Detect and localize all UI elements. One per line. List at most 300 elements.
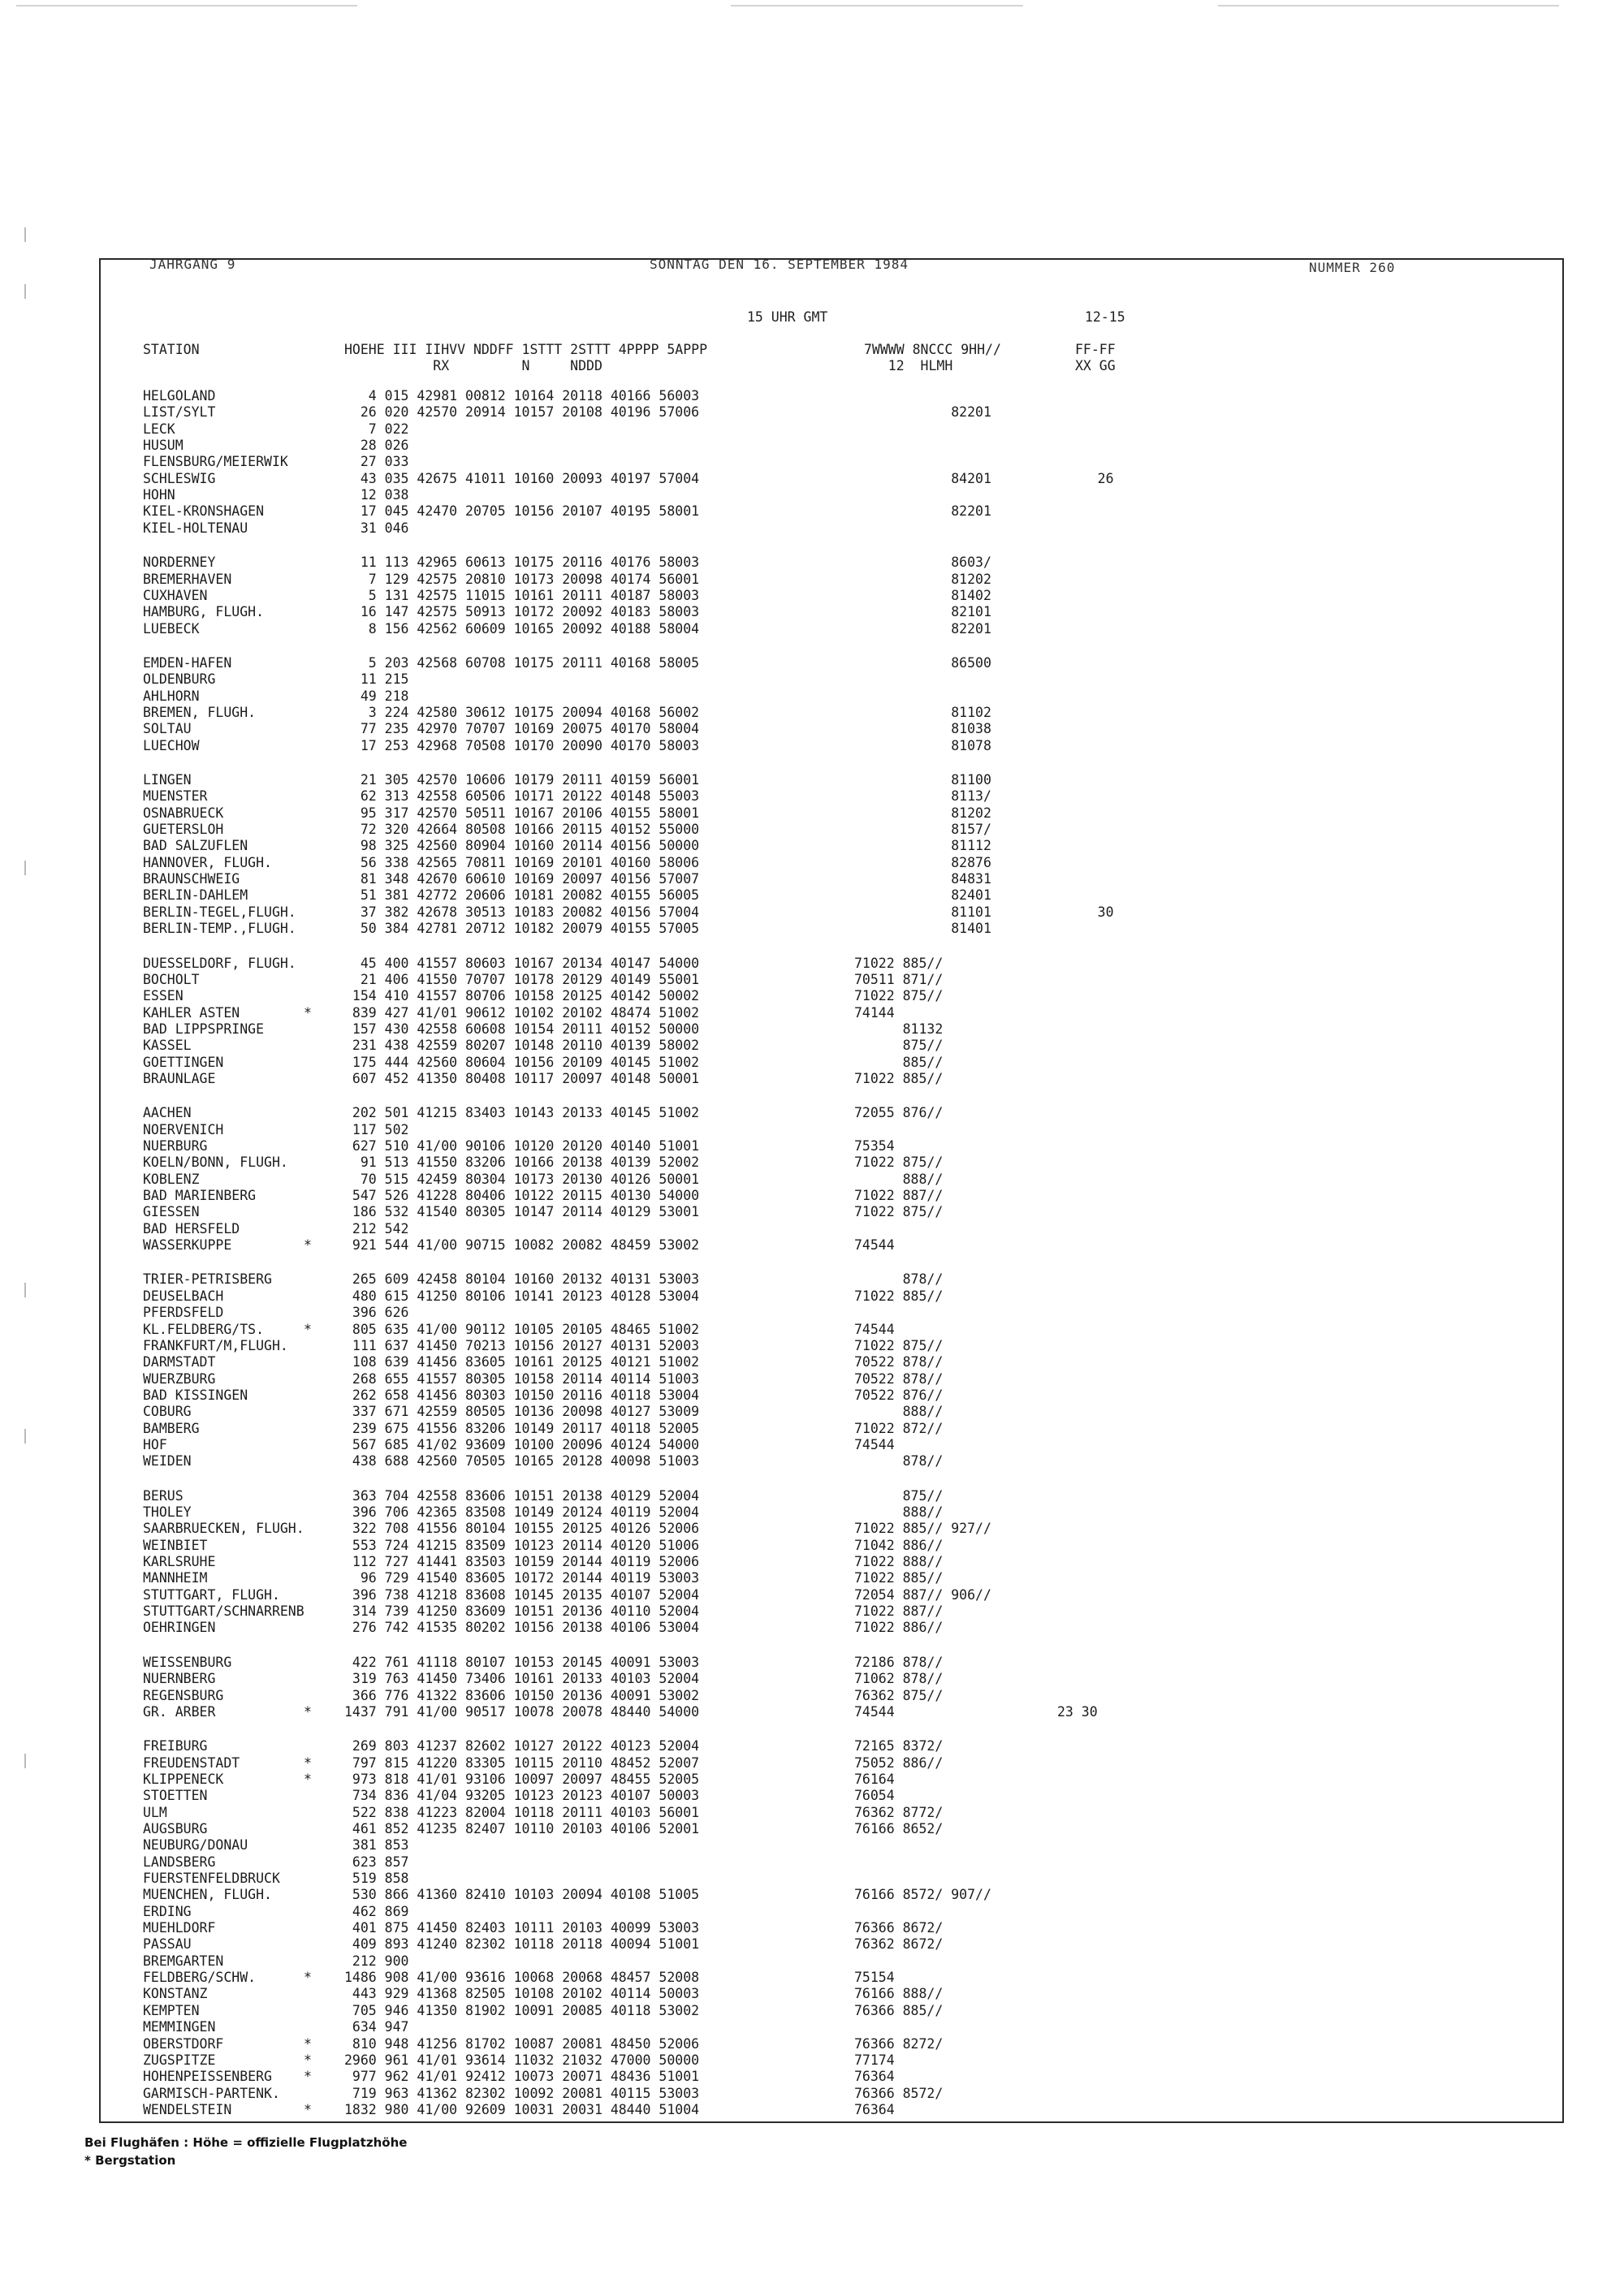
station-row [0,921,1624,937]
station-row [0,772,1624,788]
station-name: MEMMINGEN [143,2019,216,2035]
station-row [0,688,1624,705]
station-row [0,1570,1624,1586]
station-row [0,1105,1624,1121]
station-name: KOELN/BONN, FLUGH. [143,1154,288,1171]
weather-codes: 74544 [854,1321,895,1337]
station-name: KONSTANZ [143,1986,208,2002]
station-name: KARLSRUHE [143,1554,216,1570]
weather-codes: 878// [854,1453,944,1470]
station-row [0,1371,1624,1388]
station-row [0,1288,1624,1305]
station-codes: 810 948 41256 81702 10087 20081 48450 52006 [344,2035,700,2052]
weather-codes: 8157/ [854,822,991,838]
weather-codes: 71042 886// [854,1537,944,1553]
station-name: AUGSBURG [143,1820,208,1836]
station-codes: 157 430 42558 60608 10154 20111 40152 50000 [344,1021,700,1037]
station-row [0,805,1624,822]
station-row [0,2019,1624,2035]
station-row [0,1772,1624,1788]
weather-codes: 82201 [854,620,991,637]
station-codes: 11 113 42965 60613 10175 20116 40176 58003 [344,555,700,571]
station-name: NEUBURG/DONAU [143,1837,248,1854]
weather-codes: 71022 887// [854,1603,944,1620]
weather-codes: 888// [854,1504,944,1520]
weather-codes: 76364 [854,2069,895,2085]
station-row [0,1453,1624,1470]
station-row [0,572,1624,588]
station-row [0,1738,1624,1754]
station-row [0,1138,1624,1154]
station-row [0,1421,1624,1437]
station-codes: 175 444 42560 80604 10156 20109 40145 51002 [344,1054,700,1070]
station-name: LIST/SYLT [143,404,216,421]
station-row [0,705,1624,721]
time-label: 15 UHR GMT [747,309,828,325]
station-codes: 212 542 [344,1220,409,1236]
weather-codes: 72055 876// [854,1105,944,1121]
station-codes: 17 253 42968 70508 10170 20090 40170 58003 [344,737,700,753]
station-name: KEMPTEN [143,2002,200,2018]
station-row [0,1005,1624,1021]
station-name: BAD SALZUFLEN [143,838,248,854]
station-codes: 1486 908 41/00 93616 10068 20068 48457 52008 [344,1970,700,1986]
station-row [0,1354,1624,1370]
station-row [0,1538,1624,1554]
station-codes: 422 761 41118 80107 10153 20145 40091 53003 [344,1654,700,1670]
station-name: KIEL-KRONSHAGEN [143,503,265,520]
weather-codes: 76362 8672/ [854,1936,944,1953]
footnote-mountain: * Bergstation [84,2153,176,2168]
wind-gust: 23 30 [1057,1703,1098,1720]
station-codes: 43 035 42675 41011 10160 20093 40197 57004 [344,470,700,486]
weather-codes: 81202 [854,571,991,587]
weather-codes: 71022 885// [854,1570,944,1586]
station-row [0,1755,1624,1772]
station-row [0,421,1624,438]
station-row [0,621,1624,637]
station-name: TRIER-PETRISBERG [143,1271,272,1288]
station-row [0,1655,1624,1671]
station-name: BOCHOLT [143,971,200,987]
station-name: BAD KISSINGEN [143,1387,248,1403]
station-row [0,1587,1624,1603]
weather-codes: 77174 [854,2052,895,2068]
station-codes: 50 384 42781 20712 10182 20079 40155 57005 [344,921,700,937]
station-name: FRANKFURT/M,FLUGH. [143,1337,288,1353]
station-row [0,1970,1624,1986]
station-row [0,503,1624,520]
station-row [0,2069,1624,2085]
mountain-station-marker: * [304,1004,312,1021]
station-name: BRAUNLAGE [143,1070,216,1086]
mountain-station-marker: * [304,1754,312,1771]
weather-codes: 71022 872// [854,1420,944,1436]
station-codes: 5 131 42575 11015 10161 20111 40187 58003 [344,587,700,603]
station-name: SOLTAU [143,721,192,737]
station-row [0,1055,1624,1071]
station-codes: 70 515 42459 80304 10173 20130 40126 50001 [344,1171,700,1187]
station-row [0,972,1624,988]
station-row [0,1305,1624,1321]
station-codes: 438 688 42560 70505 10165 20128 40098 51003 [344,1453,700,1470]
station-name: SCHLESWIG [143,470,216,486]
station-row [0,1704,1624,1720]
codes-column-subheader: RX N NDDD [344,358,603,373]
station-name: HAMBURG, FLUGH. [143,604,265,620]
station-codes: 8 156 42562 60609 10165 20092 40188 58004 [344,620,700,637]
station-name: REGENSBURG [143,1687,224,1703]
weather-codes: 76366 885// [854,2002,944,2018]
station-row [0,822,1624,838]
station-name: AACHEN [143,1105,192,1121]
station-row [0,988,1624,1004]
station-row [0,1953,1624,1970]
mountain-station-marker: * [304,2035,312,2052]
weather-codes: 75354 [854,1138,895,1154]
station-codes: 337 671 42559 80505 10136 20098 40127 53009 [344,1404,700,1420]
station-name: OSNABRUECK [143,805,224,821]
weather-codes: 70522 876// [854,1387,944,1403]
station-row [0,1986,1624,2002]
weather-codes: 71022 875// [854,988,944,1004]
station-codes: 49 218 [344,688,409,704]
weather-codes: 72165 8372/ [854,1738,944,1754]
station-row [0,1887,1624,1903]
station-name: NOERVENICH [143,1121,224,1137]
station-row [0,871,1624,887]
station-name: MUENSTER [143,788,208,805]
station-row [0,1504,1624,1521]
station-codes: 7 129 42575 20810 10173 20098 40174 56001 [344,571,700,587]
station-codes: 91 513 41550 83206 10166 20138 40139 52002 [344,1154,700,1171]
weather-codes: 70522 878// [854,1370,944,1387]
mountain-station-marker: * [304,1237,312,1254]
station-codes: 462 869 [344,1903,409,1919]
weather-codes: 76366 8572/ [854,2085,944,2101]
station-codes: 17 045 42470 20705 10156 20107 40195 58001 [344,503,700,520]
weather-codes: 76362 8772/ [854,1804,944,1820]
mountain-station-marker: * [304,2052,312,2068]
range-label: 12-15 [1085,309,1125,325]
station-name: STUTTGART/SCHNARRENB [143,1603,304,1620]
station-codes: 26 020 42570 20914 10157 20108 40196 57006 [344,404,700,421]
station-codes: 95 317 42570 50511 10167 20106 40155 58001 [344,805,700,821]
station-codes: 461 852 41235 82407 10110 20103 40106 52001 [344,1820,700,1836]
station-codes: 276 742 41535 80202 10156 20138 40106 53004 [344,1620,700,1636]
station-name: OBERSTDORF [143,2035,224,2052]
station-codes: 202 501 41215 83403 10143 20133 40145 51002 [344,1105,700,1121]
station-codes: 623 857 [344,1854,409,1870]
station-name: KL.FELDBERG/TS. [143,1321,265,1337]
weather-codes: 888// [854,1171,944,1187]
station-codes: 734 836 41/04 93205 10123 20123 40107 50003 [344,1788,700,1804]
station-row [0,1172,1624,1188]
station-name: GUETERSLOH [143,822,224,838]
station-name: LUEBECK [143,620,200,637]
weather-codes: 76164 [854,1771,895,1787]
station-name: WENDELSTEIN [143,2101,232,2117]
station-row [0,1404,1624,1420]
station-name: HELGOLAND [143,388,216,404]
station-codes: 519 858 [344,1871,409,1886]
weather-codes: 875// [854,1038,944,1054]
station-codes: 31 046 [344,520,409,536]
station-row [0,438,1624,454]
station-name: BRAUNSCHWEIG [143,871,240,887]
station-name: BAMBERG [143,1420,200,1436]
station-codes: 37 382 42678 30513 10183 20082 40156 57004 [344,904,700,920]
wind-gust: 30 [1057,904,1114,920]
station-name: FELDBERG/SCHW. [143,1970,257,1986]
station-name: EMDEN-HAFEN [143,654,232,671]
weather-codes: 75154 [854,1970,895,1986]
station-name: ULM [143,1804,167,1820]
station-name: LUECHOW [143,737,200,753]
station-codes: 21 406 41550 70707 10178 20129 40149 55001 [344,971,700,987]
station-row [0,738,1624,754]
station-codes: 28 026 [344,438,409,454]
station-row [0,487,1624,503]
station-codes: 381 853 [344,1837,409,1854]
weather-codes: 74544 [854,1703,895,1720]
station-row [0,1554,1624,1570]
station-name: KASSEL [143,1038,192,1054]
station-name: BAD MARIENBERG [143,1188,257,1204]
weather-codes: 76366 8272/ [854,2035,944,2052]
station-name: OLDENBURG [143,671,216,688]
station-codes: 269 803 41237 82602 10127 20122 40123 52004 [344,1738,700,1754]
station-codes: 7 022 [344,421,409,437]
wind-column-subheader: XX GG [1075,358,1116,373]
weather-codes: 888// [854,1404,944,1420]
station-row [0,471,1624,487]
station-name: BREMEN, FLUGH. [143,704,257,720]
station-codes: 797 815 41220 83305 10115 20110 48452 52007 [344,1754,700,1771]
station-codes: 705 946 41350 81902 10091 20085 40118 53002 [344,2002,700,2018]
station-row [0,1237,1624,1254]
station-codes: 480 615 41250 80106 10141 20123 40128 53004 [344,1288,700,1304]
station-name: LECK [143,421,175,437]
weather-codes: 76166 8572/ 907// [854,1887,991,1903]
station-name: FREIBURG [143,1738,208,1754]
station-row [0,1388,1624,1404]
station-codes: 921 544 41/00 90715 10082 20082 48459 53002 [344,1237,700,1254]
station-name: WASSERKUPPE [143,1237,232,1254]
weather-codes: 8603/ [854,555,991,571]
station-codes: 3 224 42580 30612 10175 20094 40168 56002 [344,704,700,720]
station-name: GOETTINGEN [143,1054,224,1070]
weather-codes: 76366 8672/ [854,1920,944,1936]
station-row [0,1038,1624,1054]
station-codes: 2960 961 41/01 93614 11032 21032 47000 50000 [344,2052,700,2068]
station-codes: 396 626 [344,1305,409,1321]
weather-codes: 74544 [854,1237,895,1254]
station-row [0,404,1624,421]
weather-codes: 878// [854,1271,944,1288]
weather-codes: 81402 [854,587,991,603]
mountain-station-marker: * [304,1970,312,1986]
station-codes: 396 706 42365 83508 10149 20124 40119 52004 [344,1504,700,1520]
weather-codes: 71022 887// [854,1188,944,1204]
weather-codes: 71022 886// [854,1620,944,1636]
station-codes: 111 637 41450 70213 10156 20127 40131 52003 [344,1337,700,1353]
station-name: BERUS [143,1487,184,1504]
station-codes: 27 033 [344,454,409,470]
station-name: CUXHAVEN [143,587,208,603]
weather-codes: 81102 [854,704,991,720]
issue-number: NUMMER 260 [1309,260,1396,275]
station-row [0,1871,1624,1887]
station-codes: 522 838 41223 82004 10118 20111 40103 56001 [344,1804,700,1820]
weather-codes: 82101 [854,604,991,620]
station-row [0,555,1624,571]
station-name: WEIDEN [143,1453,192,1470]
station-row [0,588,1624,604]
station-name: NORDERNEY [143,555,216,571]
station-row [0,1488,1624,1504]
station-name: DUESSELDORF, FLUGH. [143,955,296,971]
station-row [0,1322,1624,1338]
station-name: AHLHORN [143,688,200,704]
station-name: MUEHLDORF [143,1920,216,1936]
station-codes: 21 305 42570 10606 10179 20111 40159 56001 [344,772,700,788]
station-name: FUERSTENFELDBRUCK [143,1871,280,1886]
station-codes: 977 962 41/01 92412 10073 20071 48436 51001 [344,2069,700,2085]
codes-column-header: HOEHE III IIHVV NDDFF 1STTT 2STTT 4PPPP 5APPP [344,342,708,357]
date-label: SONNTAG DEN 16. SEPTEMBER 1984 [650,257,909,272]
wind-column-header: FF-FF [1075,342,1116,357]
station-name: OEHRINGEN [143,1620,216,1636]
station-name: THOLEY [143,1504,192,1520]
station-row [0,1671,1624,1687]
station-codes: 96 729 41540 83605 10172 20144 40119 53003 [344,1570,700,1586]
station-row [0,1071,1624,1087]
station-row [0,788,1624,805]
station-row [0,1920,1624,1936]
station-codes: 719 963 41362 82302 10092 20081 40115 53003 [344,2085,700,2101]
station-name: STUTTGART, FLUGH. [143,1586,280,1603]
station-codes: 530 866 41360 82410 10103 20094 40108 51005 [344,1887,700,1903]
jahrgang-label: JAHRGANG 9 [149,257,236,272]
station-name: PASSAU [143,1936,192,1953]
station-codes: 396 738 41218 83608 10145 20135 40107 52004 [344,1586,700,1603]
weather-column-header: 7WWWW 8NCCC 9HH// [864,342,1001,357]
station-name: BAD LIPPSPRINGE [143,1021,265,1037]
station-codes: 973 818 41/01 93106 10097 20097 48455 52005 [344,1771,700,1787]
station-row [0,655,1624,671]
weather-codes: 84201 [854,470,991,486]
weather-codes: 74544 [854,1436,895,1452]
station-codes: 314 739 41250 83609 10151 20136 40110 52004 [344,1603,700,1620]
station-codes: 322 708 41556 80104 10155 20125 40126 52006 [344,1521,700,1537]
station-name: KAHLER ASTEN [143,1004,240,1021]
weather-codes: 82201 [854,404,991,421]
station-row [0,604,1624,620]
station-row [0,838,1624,854]
station-row [0,454,1624,470]
station-codes: 11 215 [344,671,409,688]
station-name: WUERZBURG [143,1370,216,1387]
station-codes: 108 639 41456 83605 10161 20125 40121 51002 [344,1354,700,1370]
station-name: BERLIN-TEMP.,FLUGH. [143,921,296,937]
weather-codes: 71022 885// [854,1070,944,1086]
weather-codes: 81202 [854,805,991,821]
mountain-station-marker: * [304,2069,312,2085]
station-row [0,887,1624,904]
station-row [0,1688,1624,1704]
station-name: DARMSTADT [143,1354,216,1370]
station-codes: 45 400 41557 80603 10167 20134 40147 54000 [344,955,700,971]
station-row [0,1271,1624,1288]
weather-codes: 81078 [854,737,991,753]
station-row [0,1204,1624,1220]
weather-codes: 71062 878// [854,1671,944,1687]
station-row [0,2003,1624,2019]
weather-codes: 72054 887// 906// [854,1586,991,1603]
station-codes: 553 724 41215 83509 10123 20114 40120 51006 [344,1537,700,1553]
station-name: BREMERHAVEN [143,571,232,587]
weather-column-subheader: 12 HLMH [864,358,953,373]
station-row [0,1805,1624,1821]
station-codes: 839 427 41/01 90612 10102 20102 48474 51002 [344,1004,700,1021]
weather-codes: 76054 [854,1788,895,1804]
weather-codes: 71022 888// [854,1554,944,1570]
weather-codes: 82201 [854,503,991,520]
weather-codes: 71022 885// [854,1288,944,1304]
weather-codes: 81132 [854,1021,944,1037]
mountain-station-marker: * [304,1321,312,1337]
weather-codes: 81112 [854,838,991,854]
station-name: FREUDENSTADT [143,1754,240,1771]
station-codes: 363 704 42558 83606 10151 20138 40129 52004 [344,1487,700,1504]
weather-codes: 71022 885// 927// [854,1521,991,1537]
station-name: BERLIN-TEGEL,FLUGH. [143,904,296,920]
weather-codes: 76166 8652/ [854,1820,944,1836]
weather-codes: 81038 [854,721,991,737]
station-codes: 51 381 42772 20606 10181 20082 40155 56005 [344,887,700,904]
station-row [0,1620,1624,1636]
wind-gust: 26 [1057,470,1114,486]
weather-codes: 875// [854,1487,944,1504]
weather-codes: 82401 [854,887,991,904]
station-name: COBURG [143,1404,192,1420]
station-codes: 401 875 41450 82403 10111 20103 40099 53003 [344,1920,700,1936]
station-codes: 154 410 41557 80706 10158 20125 40142 50002 [344,988,700,1004]
station-row [0,1521,1624,1537]
station-row [0,1437,1624,1453]
station-codes: 1437 791 41/00 90517 10078 20078 48440 54000 [344,1703,700,1720]
station-name: BAD HERSFELD [143,1220,240,1236]
station-name: HOF [143,1436,167,1452]
station-codes: 98 325 42560 80904 10160 20114 40156 50000 [344,838,700,854]
station-codes: 607 452 41350 80408 10117 20097 40148 50001 [344,1070,700,1086]
station-name: GIESSEN [143,1204,200,1220]
station-codes: 81 348 42670 60610 10169 20097 40156 57007 [344,871,700,887]
station-name: KLIPPENECK [143,1771,224,1787]
weather-codes: 74144 [854,1004,895,1021]
station-row [0,1221,1624,1237]
weather-codes: 71022 885// [854,955,944,971]
station-name: ERDING [143,1903,192,1919]
station-codes: 56 338 42565 70811 10169 20101 40160 58006 [344,854,700,870]
station-row [0,1904,1624,1920]
station-row [0,2102,1624,2118]
station-row [0,956,1624,972]
weather-codes: 885// [854,1054,944,1070]
weather-codes: 81401 [854,921,991,937]
station-name: DEUSELBACH [143,1288,224,1304]
